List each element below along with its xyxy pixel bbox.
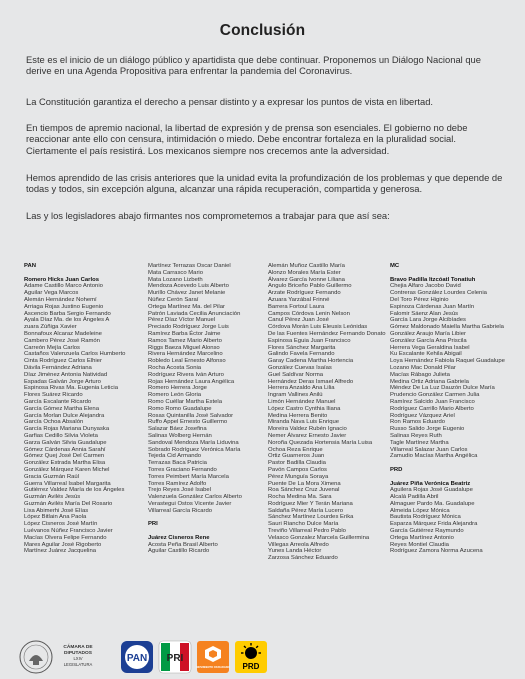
signatory-name: Flores Sánchez Margarita [268, 344, 336, 351]
signatory-name: Martínez Terrazas Oscar Daniel [148, 263, 231, 269]
mc-logo-text: MOVIMIENTO CIUDADANO [196, 666, 230, 669]
signatory-name: Rosas Quintanilla José Salvador [148, 412, 234, 419]
signatory-name: Sauri Riancho Dulce María [268, 521, 339, 528]
chamber-label [60, 645, 96, 667]
signatory-name: Garfias Cedillo Silvia Violeta [24, 432, 98, 439]
signatory-name: Mendoza Acevedo Luis Alberto [148, 283, 229, 290]
paragraph-4: Hemos aprendido de las crisis anteriores que la unidad evita la profundización de los problemas y que depende de todas y todos, sin excepción alguna, alcanzar una rápida recuperación, compartida y generosa. [26, 172, 503, 195]
signatory-name: Yunes Landa Héctor [268, 548, 322, 555]
signatory-name: Nemer Álvarez Ernesto Javier [268, 432, 347, 439]
signatory-name: Almaguer Pardo Ma. Guadalupe [390, 500, 475, 507]
signatory-name: Méndez De La Luz Dauzón Dulce María [390, 385, 495, 392]
signatory-name: González García Ana Priscila [390, 337, 467, 344]
signatory-column-3 [268, 263, 386, 562]
signatory-name: Bautista Rodríguez Mónica [390, 514, 461, 521]
signatory-name: González Araujo María Libier [390, 330, 466, 337]
signatory-name: Tagle Martínez Martha [390, 439, 449, 446]
chamber-seal-icon [18, 639, 54, 675]
signatory-name: Angulo Briceño Pablo Guillermo [268, 283, 352, 290]
signatory-name: Ramos Tamez Mario Alberto [148, 337, 222, 344]
signatory-name: Pastor Badilla Claudia [268, 460, 326, 467]
signatory-name: Ruffo Appel Ernesto Guillermo [148, 419, 228, 426]
signatory-name: Álvarez García Ivonne Liliana [268, 276, 345, 283]
signatory-name: Sobrado Rodríguez Verónica María [148, 446, 241, 453]
signatory-column-2 [148, 263, 242, 555]
signatory-name: Aguilar Vega Marcos [24, 290, 79, 297]
signatory-name: López Castro Cynthia Iliana [268, 405, 341, 412]
signatory-name: Cambero Pérez José Ramón [24, 337, 100, 344]
signatory-name: Espinoza Cárdenas Juan Martín [390, 303, 475, 310]
signatory-name: Medina Ortiz Adriana Gabriela [390, 378, 469, 385]
signatory-name: Villarreal García Ricardo [148, 507, 213, 514]
signatory-name: Chejia Alfaro Jacobo David [390, 283, 461, 290]
signatory-name: Torres Peimbert María Marcela [148, 473, 229, 480]
signatory-heading: PAN [24, 263, 36, 269]
signatory-name: Galindo Favela Fernando [268, 351, 335, 358]
signatory-name: Rodríguez Rivera Iván Arturo [148, 371, 224, 378]
signatory-name: Loya Hernández Fabiola Raquel Guadalupe [390, 358, 505, 365]
signatory-name: Sánchez Martínez Lourdes Erika [268, 514, 354, 521]
signatory-name: García Ochoa Absalón [24, 419, 84, 426]
signatory-name: Zarzosa Sánchez Eduardo [268, 555, 338, 562]
spacer [148, 514, 242, 521]
footer-logos [0, 637, 525, 679]
signatory-name: Herrera Vega Geraldina Isabel [390, 344, 470, 351]
spacer [390, 474, 505, 481]
signatory-name: Hernández Deras Ismael Alfredo [268, 378, 354, 385]
signatory-heading: PRD [390, 466, 403, 473]
signatory-column-1 [24, 263, 125, 555]
signatory-name: Guerra Villarreal Isabel Margarita [24, 480, 111, 487]
signatory-name: Barrera Fortoul Laura [268, 303, 325, 310]
signatory-name: Ramírez Salcido Juan Francisco [390, 398, 475, 405]
signatory-name: Ascencio Barba Sergio Fernando [24, 310, 111, 317]
signatory-name: Ortega Martínez Antonio [390, 534, 454, 541]
signatory-name: Medina Herrera Benito [268, 412, 328, 419]
signatory-name: Romero Herrera Jorge [148, 385, 207, 392]
signatory-heading: Bravo Padilla Itzcóatl Tonatiuh [390, 276, 476, 283]
signatory-name: Mata Carrasco Mario [148, 269, 203, 276]
signatory-name: Espinosa Rivas Ma. Eugenia Leticia [24, 385, 118, 392]
signatory-name: Ochoa Reza Enrique [268, 446, 323, 453]
signatory-name: Robledo Leal Ernesto Alfonso [148, 358, 226, 365]
signatory-name: Villegas Arreola Alfredo [268, 541, 329, 548]
signatory-name: Gutiérrez Valdez María de los Ángeles [24, 487, 125, 494]
signatory-heading: Juárez Cisneros Rene [148, 534, 210, 541]
signatory-name: García Gutiérrez Raymundo [390, 528, 464, 535]
paragraph-1: Este es el inicio de un diálogo público y apartidista que debe continuar. Proponemos un Diálogo Nacional que derive en una Agenda Propositiva para enfrentar la pandemia del Coronavirus. [26, 54, 481, 77]
signatory-name: Villarreal Salazar Juan Carlos [390, 446, 468, 453]
signatory-name: Noroña Quezada Hortensia María Luisa [268, 439, 373, 446]
signatory-name: Limón Hernández Manuel [268, 398, 336, 405]
signatory-name: zuara Zúñiga Xavier [24, 324, 77, 331]
signatory-column-4 [390, 263, 505, 555]
signatory-name: García Morlan Dulce Alejandra [24, 412, 105, 419]
spacer [390, 270, 505, 277]
signatory-name: Luévanos Núñez Francisco Javier [24, 528, 113, 535]
signatory-name: Rodríguez Vázquez Ariel [390, 412, 455, 419]
signatory-name: Garza Galván Silvia Guadalupe [24, 439, 107, 446]
signatory-name: Verastegui Ostos Vicente Javier [148, 500, 232, 507]
signatory-name: Ayala Díaz Ma. de los Ángeles A [24, 317, 110, 324]
signatory-name: De las Fuentes Hernández Fernando Donato [268, 330, 386, 337]
signatory-name: Mares Aguilar José Rigoberto [24, 541, 102, 548]
signatory-name: Ortiz Guarneros Juan [268, 453, 325, 460]
signatory-heading: MC [390, 263, 400, 269]
signatory-name: Roa Sánchez Cruz Juvenal [268, 487, 340, 494]
signatory-name: Dávila Fernández Adriana [24, 364, 92, 371]
signatory-name: Salinas Reyes Ruth [390, 432, 442, 439]
signatory-name: Martínez Juárez Jacquelina [24, 548, 97, 555]
signatory-name: Macías Rábago Julieta [390, 371, 450, 378]
signatory-name: Alonzo Morales María Ester [268, 269, 341, 276]
signatory-heading: Juárez Piña Verónica Beatriz [390, 480, 471, 487]
signatory-name: García Escalante Ricardo [24, 398, 92, 405]
signatory-name: Campos Córdova Lenin Nelson [268, 310, 350, 317]
signatory-name: Guel Saldívar Norma [268, 371, 324, 378]
paragraph-2: La Constitución garantiza el derecho a pensar distinto y a expresar los puntos de vista en libertad. [26, 96, 434, 107]
signatory-name: Trejo Reyes José Isabel [148, 487, 211, 494]
signatory-name: Díaz Jiménez Antonia Natividad [24, 371, 108, 378]
signatory-name: Ku Escalante Kehila Abigail [390, 351, 462, 358]
signatory-name: Moreira Valdez Rubén Ignacio [268, 426, 347, 433]
signatory-name: Herrera Anzaldo Ana Lilia [268, 385, 335, 392]
signatory-heading: Romero Hicks Juan Carlos [24, 276, 99, 283]
signatory-name: Guzmán Avilés Jesús [24, 494, 81, 501]
signatory-name: Carreón Mejía Carlos [24, 344, 80, 351]
spacer [24, 270, 125, 277]
signatory-name: Guzmán Avilés María Del Rosario [24, 500, 113, 507]
signatory-name: Pérez Díaz Víctor Manuel [148, 317, 216, 324]
signatory-name: Romo Cuéllar Martha Estela [148, 398, 222, 405]
signatory-name: Macías Olvera Felipe Fernando [24, 534, 107, 541]
signatory-name: Almeida López Mónica [390, 507, 450, 514]
signatory-name: Pavón Campos Carlos [268, 466, 327, 473]
signatory-name: Adame Castillo Marco Antonio [24, 283, 103, 290]
signatory-name: Gómez Quej José Del Carmen [24, 453, 105, 460]
signatory-name: Romero León Gloria [148, 392, 202, 399]
signatory-name: Espinosa Eguia Juan Francisco [268, 337, 351, 344]
signatory-name: Valenzuela González Carlos Alberto [148, 494, 242, 501]
signatory-name: López Bitlain Ana Paola [24, 514, 87, 521]
signatories [24, 263, 504, 631]
signatory-name: Mata Lozano Lizbeth [148, 276, 203, 283]
signatory-name: González Estrada Martha Elisa [24, 460, 106, 467]
signatory-name: Prudencio González Carmen Julia [390, 392, 480, 399]
signatory-name: Espadas Galván Jorge Arturo [24, 378, 101, 385]
signatory-name: Rodríguez Mier Y Terán Mariana [268, 500, 353, 507]
signatory-name: Velasco Gonzalez Marcela Guillermina [268, 534, 370, 541]
signatory-name: Esparza Márquez Frida Alejandra [390, 521, 478, 528]
signatory-name: Saldaña Pérez María Lucero [268, 507, 343, 514]
signatory-name: López Cisneros José Martín [24, 521, 98, 528]
signatory-name: Murillo Chávez Janet Melanie [148, 290, 226, 297]
signatory-name: Rodríguez Zamora Norma Azucena [390, 548, 483, 555]
signatory-name: Córdova Morán Luis Eleusis Leónidas [268, 324, 368, 331]
signatory-name: Pérez Munguía Soraya [268, 473, 329, 480]
signatory-name: Azuara Yarzábal Frinné [268, 296, 330, 303]
pri-logo [158, 640, 192, 674]
prd-logo [234, 640, 268, 674]
signatory-name: Tejeda Cid Armando [148, 453, 202, 460]
signatory-name: Gómez Cárdenas Annia Sarahí [24, 446, 106, 453]
signatory-name: García Rojas Mariana Dunyaska [24, 426, 110, 433]
signatory-name: Canul Pérez Juan José [268, 317, 329, 324]
signatory-name: Flores Suárez Ricardo [24, 392, 83, 399]
signatory-name: Salazar Báez Josefina [148, 426, 207, 433]
signatory-name: Puente De La Mora Ximena [268, 480, 341, 487]
signatory-name: Del Toro Pérez Higinio [390, 296, 449, 303]
signatory-name: Castaños Valenzuela Carlos Humberto [24, 351, 126, 358]
signatory-name: Treviño Villarreal Pedro Pablo [268, 528, 346, 535]
signatory-name: Riggs Baeza Miguel Alonso [148, 344, 220, 351]
signatory-name: González Márquez Karen Michel [24, 466, 110, 473]
signatory-name: Ramírez Barba Éctor Jaime [148, 330, 221, 337]
signatory-name: Russo Salido Jorge Eugenio [390, 426, 465, 433]
signatory-name: Preciado Rodríguez Jorge Luis [148, 324, 229, 331]
chamber-legislature: LXIV LEGISLATURA [63, 656, 93, 667]
signatory-name: Rojas Hernández Laura Angélica [148, 378, 235, 385]
signatory-name: Patrón Laviada Cecilia Anunciación [148, 310, 241, 317]
signatory-name: Contreras González Lourdes Celenia [390, 290, 487, 297]
paragraph-5: Las y los legisladores abajo firmantes nos comprometemos a trabajar para que así sea: [26, 210, 390, 221]
signatory-name: Aguilar Castillo Ricardo [148, 548, 210, 555]
signatory-name: Falomir Sáenz Alan Jesús [390, 310, 459, 317]
paragraph-3: En tiempos de apremio nacional, la libertad de expresión y de prensa son esenciales. El gobierno no debe reaccionar ante ello con censura, intimidación o miedo. Debe encontrar fortaleza en la pluralidad social. Ciertamente el país resistirá. Los mexicanos siempre nos crecemos ante la adversidad. [26, 122, 468, 156]
signatory-name: Sandoval Mendoza María Liduvina [148, 439, 239, 446]
signatory-heading: PRI [148, 521, 158, 528]
signatory-name: Aguilera Rojas José Guadalupe [390, 487, 473, 494]
signatory-name: Alcalá Padilla Abril [390, 494, 439, 501]
signatory-name: Rivera Hernández Marcelino [148, 351, 223, 358]
signatory-name: Salinas Wolberg Hernán [148, 432, 212, 439]
signatory-name: Lixa Abimerhi José Elías [24, 507, 89, 514]
pan-logo-text: PAN [126, 653, 148, 664]
spacer [390, 460, 505, 467]
signatory-name: Bonnafoux Alcaraz Madeleine [24, 330, 102, 337]
signatory-name: Alemán Muñoz Castillo María [268, 263, 345, 269]
signatory-name: Terrazas Baca Patricia [148, 460, 207, 467]
pri-logo-text: PRI [166, 653, 184, 664]
signatory-name: González Cuevas Isaías [268, 364, 332, 371]
prd-logo-text: PRD [242, 662, 260, 671]
signatory-name: Rocha Medina Ma. Sara [268, 494, 332, 501]
mc-logo [196, 640, 230, 674]
signatory-name: Rocha Acosta Sonia [148, 364, 202, 371]
signatory-name: Torres Graciano Fernando [148, 466, 217, 473]
signatory-name: Núñez Cerón Saraí [148, 296, 199, 303]
signatory-name: Arriaga Rojas Justino Eugenio [24, 303, 104, 310]
signatory-name: García Gómez Martha Elena [24, 405, 99, 412]
signatory-name: Rodríguez Carrillo Mario Alberto [390, 405, 474, 412]
signatory-name: Ortega Martínez Ma. del Pilar [148, 303, 225, 310]
signatory-name: García Lara Jorge Alcibíades [390, 317, 466, 324]
signatory-name: Gracia Guzmán Raúl [24, 473, 80, 480]
signatory-name: Torres Ramírez Adolfo [148, 480, 207, 487]
signatory-name: Lozano Mac Donald Pilar [390, 364, 456, 371]
pan-logo [120, 640, 154, 674]
signatory-name: Miranda Nava Luis Enrique [268, 419, 340, 426]
signatory-name: Cinta Rodríguez Carlos Elhier [24, 358, 102, 365]
signatory-name: Garay Cadena Martha Hortencia [268, 358, 354, 365]
signatory-name: Romo Romo Guadalupe [148, 405, 212, 412]
signatory-name: Ingram Vallines Anilú [268, 392, 323, 399]
signatory-name: Gómez Maldonado Maiella Martha Gabriela [390, 324, 504, 331]
signatory-name: Ron Ramos Eduardo [390, 419, 446, 426]
signatory-name: Reyes Montiel Claudia [390, 541, 449, 548]
signatory-name: Acosta Peña Brasil Alberto [148, 541, 218, 548]
signatory-name: Zamudio Macías Martha Angélica [390, 453, 478, 460]
page-title: Conclusión [219, 22, 306, 39]
signatory-name: Arzate Rodríguez Fernando [268, 290, 341, 297]
signatory-name: Alemán Hernández Nohemí [24, 296, 97, 303]
spacer [148, 528, 242, 535]
chamber-name: CÁMARA DE DIPUTADOS [63, 645, 93, 656]
